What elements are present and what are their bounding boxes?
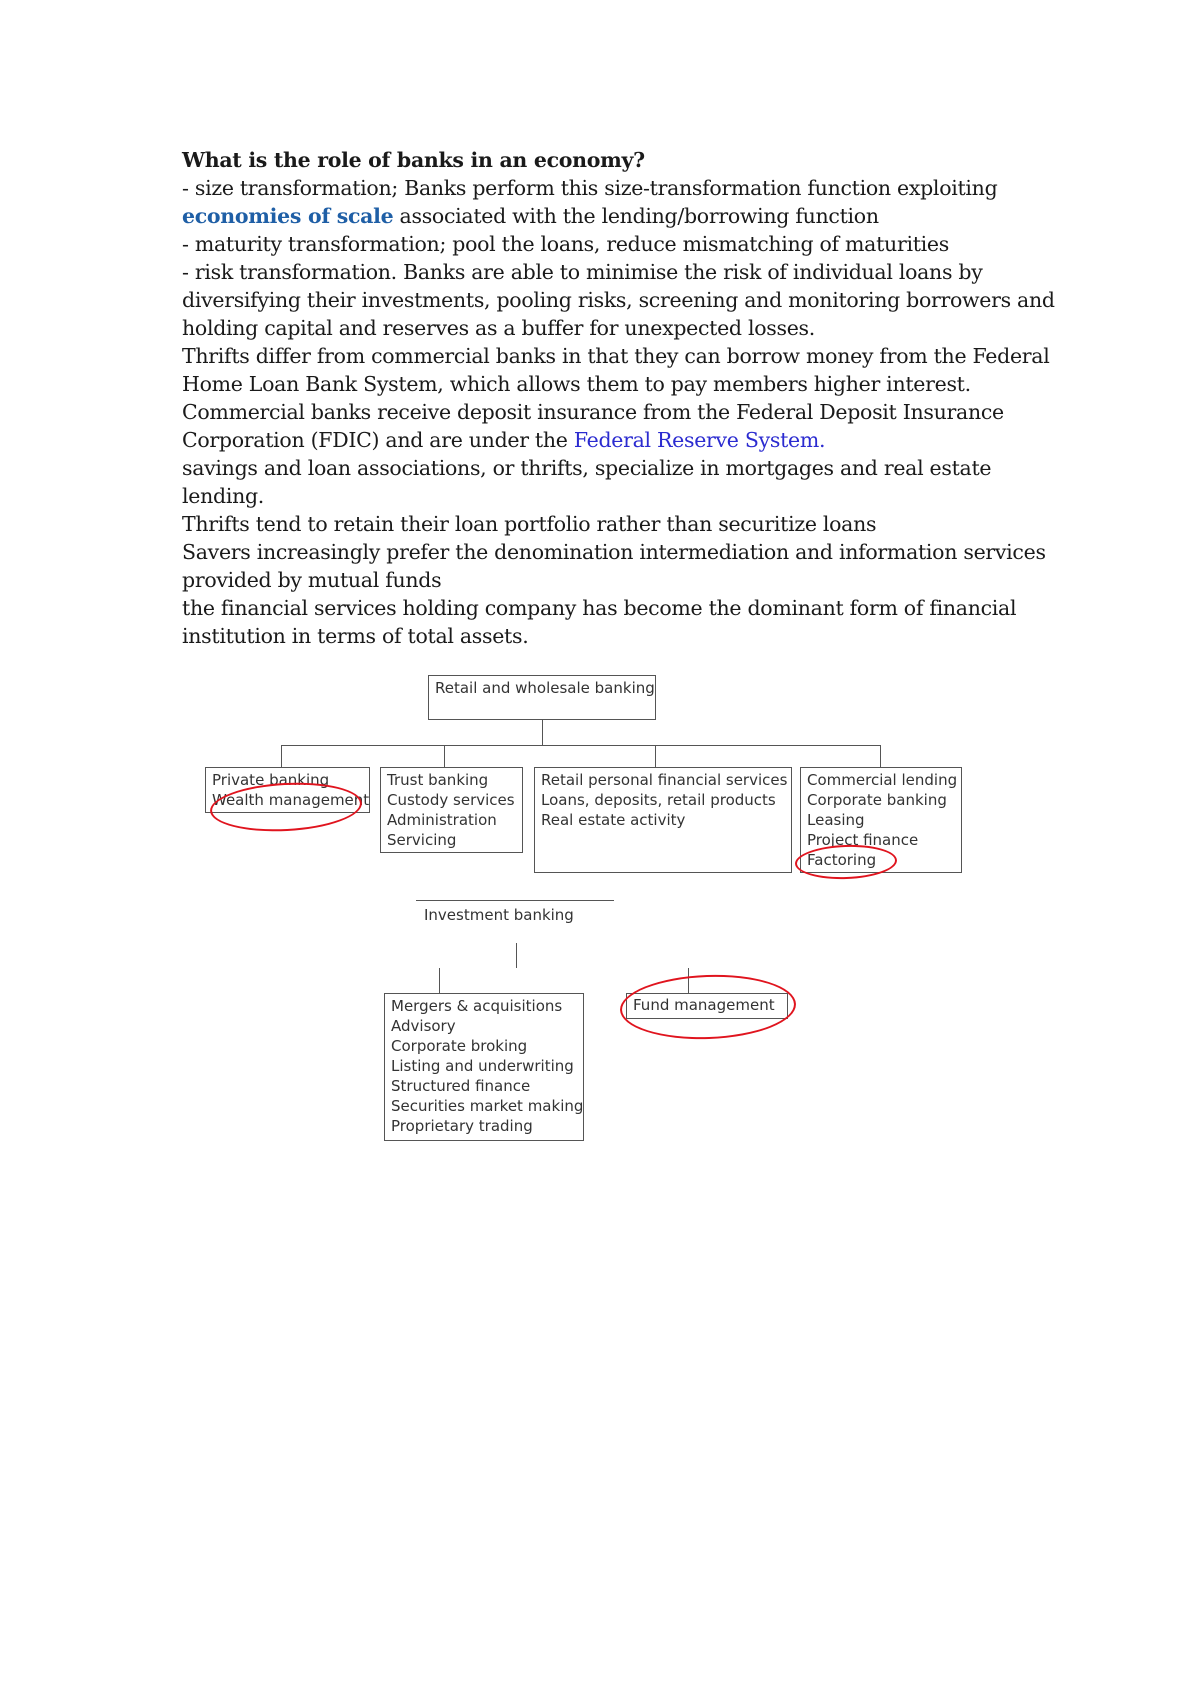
paragraph-maturity-transformation: - maturity transformation; pool the loans, reduce mismatching of maturities: [182, 232, 949, 256]
trust-banking-box: [380, 767, 523, 853]
private-banking-label: Private banking: [212, 771, 330, 789]
connector-branch-bar: [281, 745, 881, 746]
connector-commercial: [880, 745, 881, 767]
real-estate-label: Real estate activity: [541, 811, 686, 829]
p5-text: Commercial banks receive deposit insurance from the Federal Deposit Insurance Corporation (FDIC) and are under the: [182, 400, 1004, 452]
p1-text-end: associated with the lending/borrowing function: [393, 204, 879, 228]
paragraph-savings-loan: savings and loan associations, or thrifts, specialize in mortgages and real estate lending.: [182, 456, 992, 508]
ib-item-listing: Listing and underwriting: [391, 1057, 574, 1075]
investment-banking-root: [416, 901, 614, 943]
ib-item-securities: Securities market making: [391, 1097, 584, 1115]
administration-label: Administration: [387, 811, 497, 829]
annotation-circle-fund-management: [619, 972, 797, 1042]
paragraph-thrifts-differ: Thrifts differ from commercial banks in that they can borrow money from the Federal Home Loan Bank System, which allows them to pay members higher interest.: [182, 344, 1050, 396]
connector-root-down: [542, 720, 543, 745]
federal-reserve-link[interactable]: Federal Reserve System.: [573, 428, 826, 452]
connector-ib-list: [439, 968, 440, 993]
connector-private: [281, 745, 282, 767]
paragraph-thrifts-retain: Thrifts tend to retain their loan portfolio rather than securitize loans: [182, 512, 877, 536]
factoring-label: Factoring: [807, 851, 877, 869]
leasing-label: Leasing: [807, 811, 865, 829]
p1-text: - size transformation; Banks perform this size-transformation function exploiting: [182, 176, 998, 200]
fund-management-label: Fund management: [633, 996, 775, 1014]
corporate-banking-label: Corporate banking: [807, 791, 947, 809]
paragraph-risk-transformation: - risk transformation. Banks are able to minimise the risk of individual loans by diversifying their investments, pooling risks, screening and monitoring borrowers and holding capital and reserves as a buffer for unexpected losses.: [182, 260, 1055, 340]
loans-deposits-label: Loans, deposits, retail products: [541, 791, 776, 809]
paragraph-savers: Savers increasingly prefer the denomination intermediation and information services provided by mutual funds: [182, 540, 1046, 592]
retail-wholesale-root-box: [428, 675, 656, 720]
project-finance-label: Project finance: [807, 831, 919, 849]
ib-item-structured-finance: Structured finance: [391, 1077, 531, 1095]
custody-services-label: Custody services: [387, 791, 515, 809]
retail-personal-box: [534, 767, 792, 873]
commercial-lending-label: Commercial lending: [807, 771, 958, 789]
economies-of-scale-link[interactable]: economies of scale: [182, 204, 394, 228]
connector-trust: [444, 745, 445, 767]
ib-item-advisory: Advisory: [391, 1017, 456, 1035]
retail-personal-label: Retail personal financial services: [541, 771, 788, 789]
paragraph-holding-company: the financial services holding company has become the dominant form of financial institution in terms of total assets.: [182, 596, 1017, 648]
ib-item-mergers: Mergers & acquisitions: [391, 997, 563, 1015]
ib-services-box: [384, 993, 584, 1141]
trust-banking-label: Trust banking: [387, 771, 489, 789]
connector-ib-down: [516, 943, 517, 968]
ib-item-proprietary: Proprietary trading: [391, 1117, 533, 1135]
wealth-management-label: Wealth management: [212, 791, 370, 809]
retail-root-label: Retail and wholesale banking: [435, 679, 655, 697]
servicing-label: Servicing: [387, 831, 457, 849]
page-title: What is the role of banks in an economy?: [182, 148, 645, 172]
investment-root-label: Investment banking: [424, 906, 574, 924]
connector-retail-personal: [655, 745, 656, 767]
ib-item-corporate-broking: Corporate broking: [391, 1037, 528, 1055]
